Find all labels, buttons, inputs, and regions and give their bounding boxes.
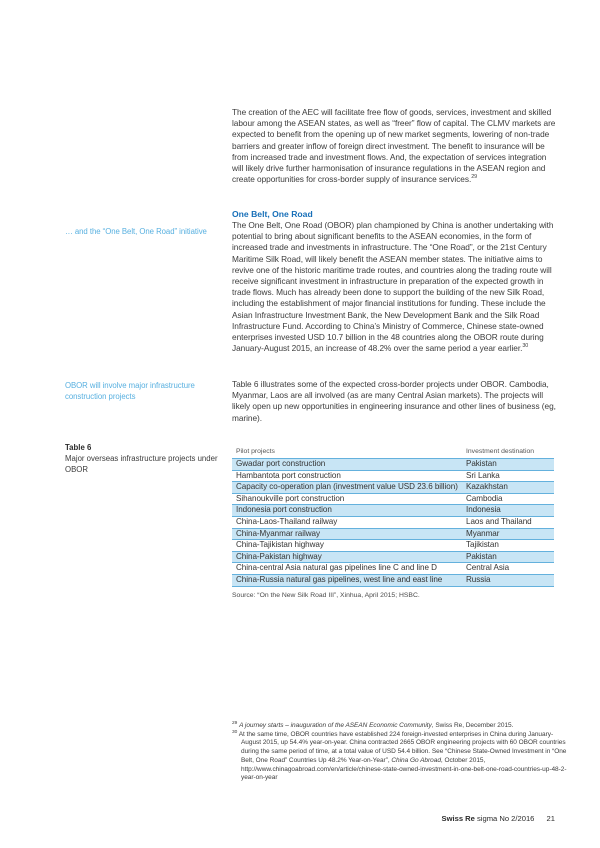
table-cell: Kazakhstan	[462, 482, 554, 494]
obor-projects-table	[232, 447, 554, 587]
paragraph-aec	[232, 107, 558, 185]
table-6-label: Table 6	[65, 443, 92, 452]
footnote-30	[232, 731, 568, 783]
section-heading-one-belt-one-road: One Belt, One Road	[232, 209, 313, 219]
table-row	[232, 528, 554, 540]
footnote-29-title: A journey starts – inauguration of the ASEAN Economic Community	[239, 722, 432, 729]
table-cell: Indonesia port construction	[232, 505, 462, 517]
obor-table-body	[232, 459, 554, 587]
table-header-row	[232, 447, 554, 459]
footnote-30-number: 30	[232, 729, 238, 735]
table-cell: China-Tajikistan highway	[232, 540, 462, 552]
table-row	[232, 540, 554, 552]
table-row	[232, 563, 554, 575]
table-cell: Sri Lanka	[462, 470, 554, 482]
column-header-pilot-projects: Pilot projects	[232, 447, 462, 459]
table-row	[232, 551, 554, 563]
footnote-30-text: At the same time, OBOR countries have established 224 foreign-invested enterprises in China during January-August 2015, up 54.4% year-on-year. China contracted 2665 OBOR engineering projects with 60 OBOR countries during the same period of time, at a total value of USD 54.4 billion. See “Chinese State-Owned Investment in “One Belt, One Road” Countries Up 48.2% Year-on-Year”,	[238, 730, 567, 764]
footnote-30-source-title: China Go Abroad	[391, 756, 441, 764]
table-row	[232, 459, 554, 471]
footer-publication: sigma No 2/2016	[477, 814, 535, 823]
table-cell: Capacity co-operation plan (investment value USD 23.6 billion)	[232, 482, 462, 494]
table-row	[232, 574, 554, 586]
table-row	[232, 470, 554, 482]
table-cell: China-Russia natural gas pipelines, west line and east line	[232, 574, 462, 586]
footer-brand: Swiss Re	[441, 814, 475, 823]
table-cell: Russia	[462, 574, 554, 586]
table-cell: China-Pakistan highway	[232, 551, 462, 563]
footnotes-block	[232, 722, 568, 783]
table-cell: Myanmar	[462, 528, 554, 540]
footnote-29-rest: , Swiss Re, December 2015.	[431, 722, 514, 729]
table-row	[232, 505, 554, 517]
table-6-caption	[65, 442, 229, 475]
footnote-ref-30: 30	[522, 343, 529, 350]
table-cell: Sihanoukville port construction	[232, 493, 462, 505]
table-cell: Tajikistan	[462, 540, 554, 552]
footnote-ref-29: 29	[471, 174, 478, 181]
paragraph-aec-text: The creation of the AEC will facilitate free flow of goods, services, investment and skilled labour among the ASEAN states, as well as “freer” flow of capital. The CLMV markets are expected to benefit from the opening up of new market segments, lowering of non-trade barriers and greater inflow of foreign direct investment. The benefit to insurance will be from increased trade and investment flows. And, the expectation of services integration will likely drive further harmonisation of insurance regulations in the ASEAN region and create opportunities for cross-border supply of insurance services.	[232, 107, 556, 185]
table-cell: Laos and Thailand	[462, 516, 554, 528]
table-cell: China-central Asia natural gas pipelines line C and line D	[232, 563, 462, 575]
table-cell: Pakistan	[462, 551, 554, 563]
footnote-29	[232, 722, 568, 731]
table-6-caption-text: Major overseas infrastructure projects under OBOR	[65, 454, 218, 474]
margin-note-infrastructure-projects: OBOR will involve major infrastructure construction projects	[65, 381, 195, 401]
table-cell: Cambodia	[462, 493, 554, 505]
margin-note-obor-initiative: … and the “One Belt, One Road” initiative	[65, 227, 207, 236]
table-row	[232, 482, 554, 494]
footer-page-number: 21	[546, 814, 555, 823]
paragraph-obor-text: The One Belt, One Road (OBOR) plan championed by China is another undertaking with potential to bring about significant benefits to the ASEAN economies, in the form of increased trade and investments in infrastructure. The “One Road”, or the 21st Century Maritime Silk Road, will likely benefit the ASEAN member states. The initiative aims to revive one of the historic maritime trade routes, and countries along the trading route will receive significant investment in infrastructure in preparation of the expected growth in trade flows. Much has already been done to support the building of the new Silk Road, including the establishment of major financial institutions for funding. These include the Asian Infrastructure Investment Bank, the New Development Bank and the Silk Road Infrastructure Fund. According to China’s Ministry of Commerce, Chinese state-owned enterprises invested USD 10.7 billion in the 48 countries along the OBOR route during January-August 2015, an increase of 48.2% over the same period a year earlier.	[232, 220, 554, 354]
table-cell: Pakistan	[462, 459, 554, 471]
table-cell: Gwadar port construction	[232, 459, 462, 471]
table-cell: China-Myanmar railway	[232, 528, 462, 540]
paragraph-table6-intro: Table 6 illustrates some of the expected cross-border projects under OBOR. Cambodia, Myanmar, Laos are all involved (as are many Central Asian markets). The projects will likely open up new opportunities in engineering insurance and other lines of business (eg, marine).	[232, 379, 556, 423]
table-cell: Central Asia	[462, 563, 554, 575]
table-cell: Indonesia	[462, 505, 554, 517]
table-cell: China-Laos-Thailand railway	[232, 516, 462, 528]
table-row	[232, 493, 554, 505]
table-source-note: Source: “On the New Silk Road III”, Xinhua, April 2015; HSBC.	[232, 592, 420, 599]
page-footer	[232, 814, 555, 823]
paragraph-obor	[232, 220, 558, 354]
footnote-30-url: , October 2015, http://www.chinagoabroad.com/en/article/chinese-state-owned-investment-in-one-belt-one-road-countries-up-48-2-year-on-year	[241, 756, 567, 782]
table-row	[232, 516, 554, 528]
table-cell: Hambantota port construction	[232, 470, 462, 482]
footnote-29-number: 29	[232, 720, 238, 726]
column-header-investment-destination: Investment destination	[462, 447, 554, 459]
